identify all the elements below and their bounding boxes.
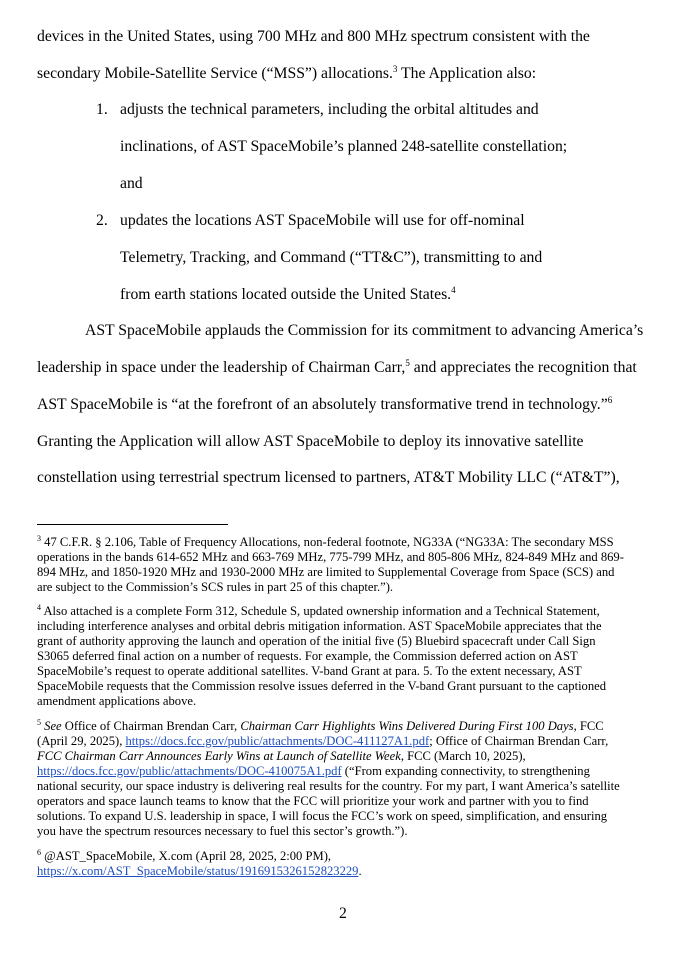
- list-item-line: [120, 211, 525, 231]
- footnote-line: [37, 565, 614, 580]
- footnote-text: operators and space launch teams to know that the FCC will prioritize your work and partner with you to find: [37, 794, 589, 808]
- list-item-line: [120, 174, 143, 194]
- footnote-line: [37, 824, 407, 839]
- footnote-text: Office of Chairman Brendan Carr,: [61, 719, 241, 733]
- footnote-line: [37, 649, 578, 664]
- list-number-1: 1.: [96, 101, 108, 118]
- citation-signal: See: [44, 719, 62, 733]
- footnote-number: 5: [37, 717, 41, 727]
- body-line: [37, 395, 612, 415]
- footnote-text: solutions. To expand U.S. leadership in space, I will focus the FCC’s work on speed, simplification, and ensuring: [37, 809, 608, 823]
- cited-title: Chairman Carr Highlights Wins Delivered During First 100 Days: [240, 719, 574, 733]
- footnote-text: you have the spectrum resources necessary to fuel this sector’s growth.”).: [37, 824, 408, 838]
- body-text: AST SpaceMobile is “at the forefront of an absolutely transformative trend in technology.”: [37, 396, 608, 413]
- footnote-text: 47 C.F.R. § 2.106, Table of Frequency Allocations, non-federal footnote, NG33A (“NG33A: The secondary MSS: [41, 535, 614, 549]
- body-line: [37, 64, 536, 84]
- list-item-text: from earth stations located outside the United States.: [120, 286, 452, 303]
- footnote-line: [37, 580, 393, 595]
- footnote-number: 4: [37, 602, 41, 612]
- footnote-text: amendment applications above.: [37, 694, 197, 708]
- list-item-text: updates the locations AST SpaceMobile will use for off-nominal: [120, 212, 525, 229]
- footnote-text: (April 29, 2025),: [37, 734, 126, 748]
- body-line: [37, 468, 620, 488]
- body-line: [37, 358, 637, 378]
- body-text: AST SpaceMobile applauds the Commission for its commitment to advancing America’s: [85, 322, 644, 339]
- footnote-number: 3: [37, 533, 41, 543]
- footnote-text: are subject to the Commission’s SCS rules in part 25 of this chapter.”).: [37, 580, 394, 594]
- footnote-line: [37, 779, 620, 794]
- footnote-line: [37, 734, 608, 749]
- footnote-line: [37, 749, 526, 764]
- list-item-text: Telemetry, Tracking, and Command (“TT&C”), transmitting to and: [120, 249, 543, 266]
- footnote-line: [37, 809, 607, 824]
- list-item-line: [120, 248, 542, 268]
- list-number: [96, 211, 108, 231]
- body-line: [85, 321, 643, 341]
- body-text: The Application also:: [397, 65, 537, 82]
- body-text: constellation using terrestrial spectrum licensed to partners, AT&T Mobility LLC (“AT&T”),: [37, 469, 620, 486]
- footnote-text: @AST_SpaceMobile, X.com (April 28, 2025, 2:00 PM),: [41, 849, 332, 863]
- footnote-line: [37, 764, 590, 779]
- footnote-4: [37, 604, 600, 619]
- footnote-ref-4[interactable]: 4: [451, 284, 456, 295]
- footnote-ref-6[interactable]: 6: [607, 394, 613, 405]
- footnote-text: 894 MHz, and 1850-1920 MHz and 1930-2000 MHz are limited to Supplemental Coverage from Space (SCS) and: [37, 565, 615, 579]
- footnote-text: SpaceMobile requests that the Commission resolve issues deferred in the V-band Grant pursuant to the captioned: [37, 679, 607, 693]
- footnote-line: [37, 794, 589, 809]
- footnote-text: ; Office of Chairman Brendan Carr,: [429, 734, 609, 748]
- body-text: leadership in space under the leadership of Chairman Carr,: [37, 359, 406, 376]
- footnote-text: (“From expanding connectivity, to strengthening: [341, 764, 590, 778]
- footnote-text: operations in the bands 614-652 MHz and 663-769 MHz, 775-799 MHz, and 805-806 MHz, 824-849 MHz and 869-: [37, 550, 624, 564]
- footnote-line: [37, 864, 362, 879]
- footnote-5: [37, 719, 604, 734]
- footnote-text: S3065 deferred final action on a number of requests. For example, the Commission deferred action on AST: [37, 649, 578, 663]
- list-item-line: [120, 285, 456, 305]
- body-text: secondary Mobile-Satellite Service (“MSS”) allocations.: [37, 65, 393, 82]
- footnote-text: national security, our space industry is delivering real results for the country. For my part, I want America’s satellite: [37, 779, 620, 793]
- footnote-3: [37, 535, 614, 550]
- footnote-text: SpaceMobile’s request to operate additional satellites. V-band Grant at para. 5. To the extent necessary, AST: [37, 664, 582, 678]
- body-text: and appreciates the recognition that: [409, 359, 637, 376]
- page-number: 2: [339, 905, 347, 922]
- footnote-text: grant of authority approving the launch and operation of the initial five (5) Bluebird spacecraft under Call Sign: [37, 634, 596, 648]
- footnote-text: , FCC: [573, 719, 604, 733]
- list-item-text: and: [120, 175, 143, 192]
- footnote-text: , FCC (March 10, 2025),: [400, 749, 526, 763]
- footnote-line: [37, 550, 624, 565]
- list-item-line: [120, 137, 567, 157]
- list-number: [96, 100, 108, 120]
- footnote-ref-3[interactable]: 3: [392, 63, 398, 74]
- body-line: [37, 432, 584, 452]
- body-line: [37, 27, 590, 47]
- fcc-doc-link[interactable]: https://docs.fcc.gov/public/attachments/DOC-411127A1.pdf: [125, 734, 430, 748]
- body-text: devices in the United States, using 700 MHz and 800 MHz spectrum consistent with the: [37, 28, 590, 45]
- x-post-link[interactable]: https://x.com/AST_SpaceMobile/status/1916915326152823229: [37, 864, 359, 878]
- list-item-text: adjusts the technical parameters, including the orbital altitudes and: [120, 101, 539, 118]
- footnote-line: [37, 679, 606, 694]
- fcc-doc-link[interactable]: https://docs.fcc.gov/public/attachments/DOC-410075A1.pdf: [37, 764, 342, 778]
- cited-title: FCC Chairman Carr Announces Early Wins at Launch of Satellite Week: [37, 749, 401, 763]
- footnote-ref-5[interactable]: 5: [405, 357, 410, 368]
- list-item-line: [120, 100, 539, 120]
- footnote-line: [37, 619, 602, 634]
- footnote-text: Also attached is a complete Form 312, Schedule S, updated ownership information and a Technical Statement,: [41, 604, 600, 618]
- body-text: Granting the Application will allow AST SpaceMobile to deploy its innovative satellite: [37, 433, 584, 450]
- footnote-number: 6: [37, 847, 41, 857]
- footnote-separator: [37, 524, 228, 525]
- footnote-6: [37, 849, 331, 864]
- footnote-line: [37, 664, 582, 679]
- footnote-line: [37, 694, 196, 709]
- list-item-text: inclinations, of AST SpaceMobile’s planned 248-satellite constellation;: [120, 138, 568, 155]
- footnote-text: .: [358, 864, 362, 878]
- footnote-text: including interference analyses and orbital debris mitigation information. AST SpaceMobile appreciates that the: [37, 619, 602, 633]
- footnote-line: [37, 634, 596, 649]
- list-number-2: 2.: [96, 212, 108, 229]
